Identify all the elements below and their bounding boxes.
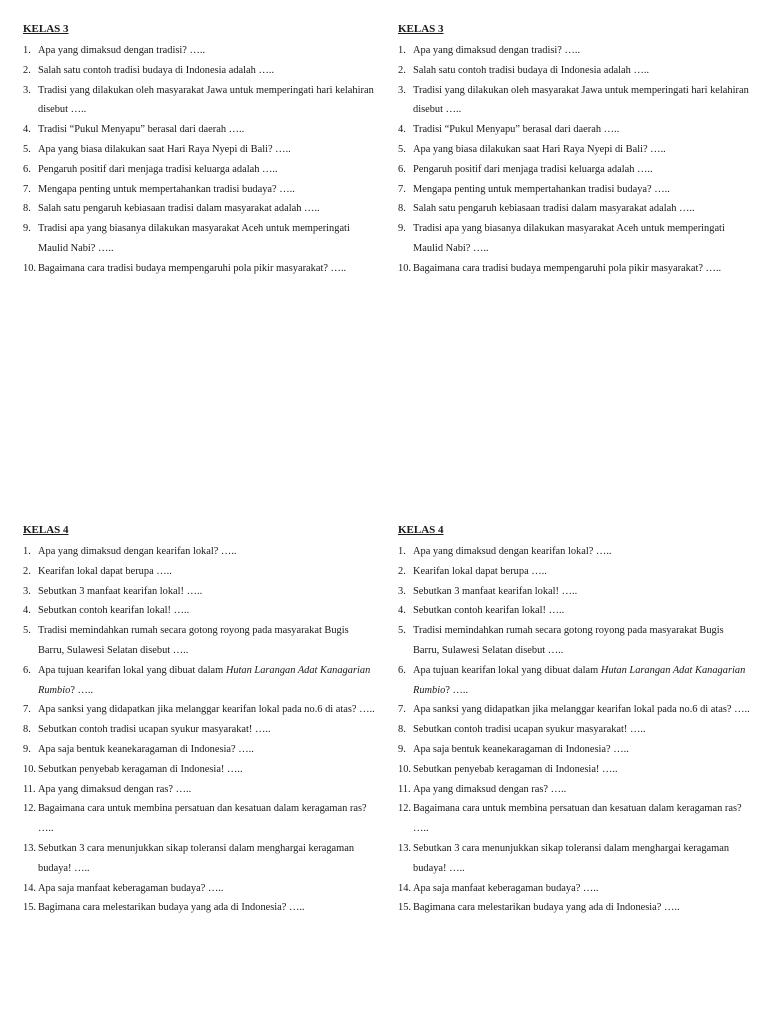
question-item: 9. Apa saja bentuk keanekaragaman di Indonesia? ….. (398, 743, 629, 755)
section-heading: KELAS 4 (398, 524, 444, 536)
question-item: 8. Salah satu pengaruh kebiasaan tradisi dalam masyarakat adalah ….. (398, 203, 695, 215)
question-item: 14. Apa saja manfaat keberagaman budaya? ….. (23, 882, 224, 894)
section-heading: KELAS 3 (398, 23, 444, 35)
question-item: 9. Apa saja bentuk keanekaragaman di Indonesia? ….. (23, 743, 254, 755)
kelas4-right (398, 523, 750, 918)
question-item: 1. Apa yang dimaksud dengan kearifan lokal? ….. (23, 546, 237, 557)
question-item: 4. Tradisi “Pukul Menyapu” berasal dari daerah ….. (398, 124, 620, 136)
question-item: 7. Mengapa penting untuk mempertahankan tradisi budaya? ….. (23, 183, 295, 195)
question-item: 6. Apa tujuan kearifan lokal yang dibuat dalam Hutan Larangan Adat Kanagarian Rumbio? ….. (398, 664, 746, 696)
question-item: 3. Tradisi yang dilakukan oleh masyarakat Jawa untuk memperingati hari kelahiran disebut ….. (23, 84, 374, 116)
question-item: 3. Tradisi yang dilakukan oleh masyarakat Jawa untuk memperingati hari kelahiran disebut ….. (398, 84, 749, 116)
question-item: 15. Bagimana cara melestarikan budaya yang ada di Indonesia? ….. (398, 902, 680, 914)
question-item: 11. Apa yang dimaksud dengan ras? ….. (23, 783, 192, 795)
section-heading: KELAS 3 (23, 23, 69, 35)
question-item: 3. Sebutkan 3 manfaat kearifan lokal! ….. (23, 585, 203, 597)
question-item: 12. Bagaimana cara untuk membina persatuan dan kesatuan dalam keragaman ras? ….. (23, 803, 367, 835)
question-item: 12. Bagaimana cara untuk membina persatuan dan kesatuan dalam keragaman ras? ….. (398, 803, 742, 835)
kelas3-left (23, 22, 375, 279)
question-item: 5. Tradisi memindahkan rumah secara gotong royong pada masyarakat Bugis Barru, Sulawesi Selatan disebut ….. (398, 625, 724, 656)
question-item: 5. Apa yang biasa dilakukan saat Hari Raya Nyepi di Bali? ….. (23, 143, 291, 155)
question-list (23, 41, 375, 279)
question-item: 7. Apa sanksi yang didapatkan jika melanggar kearifan lokal pada no.6 di atas? ….. (23, 704, 375, 716)
question-item: 10. Sebutkan penyebab keragaman di Indonesia! ….. (398, 763, 618, 775)
question-item: 5. Apa yang biasa dilakukan saat Hari Raya Nyepi di Bali? ….. (398, 143, 666, 155)
question-item: 8. Salah satu pengaruh kebiasaan tradisi dalam masyarakat adalah ….. (23, 203, 320, 215)
question-item: 4. Tradisi “Pukul Menyapu” berasal dari daerah ….. (23, 124, 245, 136)
question-item: 9. Tradisi apa yang biasanya dilakukan masyarakat Aceh untuk memperingati Maulid Nabi? ….. (398, 223, 725, 254)
question-item: 7. Mengapa penting untuk mempertahankan tradisi budaya? ….. (398, 183, 670, 195)
question-item: 6. Pengaruh positif dari menjaga tradisi keluarga adalah ….. (398, 163, 653, 175)
question-item: 8. Sebutkan contoh tradisi ucapan syukur masyarakat! ….. (23, 724, 271, 736)
question-list (398, 41, 750, 279)
question-item: 11. Apa yang dimaksud dengan ras? ….. (398, 783, 567, 795)
question-item: 2. Kearifan lokal dapat berupa ….. (23, 565, 172, 577)
question-item: 10. Bagaimana cara tradisi budaya mempengaruhi pola pikir masyarakat? ….. (23, 262, 347, 274)
kelas3-right (398, 22, 750, 279)
question-item: 6. Pengaruh positif dari menjaga tradisi keluarga adalah ….. (23, 163, 278, 175)
section-heading: KELAS 4 (23, 524, 69, 536)
question-item: 1. Apa yang dimaksud dengan kearifan lokal? ….. (398, 546, 612, 557)
question-item: 10. Bagaimana cara tradisi budaya mempengaruhi pola pikir masyarakat? ….. (398, 262, 722, 274)
question-item: 1. Apa yang dimaksud dengan tradisi? ….. (23, 45, 206, 56)
question-item: 5. Tradisi memindahkan rumah secara gotong royong pada masyarakat Bugis Barru, Sulawesi Selatan disebut ….. (23, 625, 349, 656)
question-item: 4. Sebutkan contoh kearifan lokal! ….. (23, 605, 190, 617)
question-item: 9. Tradisi apa yang biasanya dilakukan masyarakat Aceh untuk memperingati Maulid Nabi? ….. (23, 223, 350, 254)
question-item: 13. Sebutkan 3 cara menunjukkan sikap toleransi dalam menghargai keragaman budaya! ….. (23, 842, 355, 874)
question-item: 6. Apa tujuan kearifan lokal yang dibuat dalam Hutan Larangan Adat Kanagarian Rumbio? ….. (23, 664, 371, 696)
question-item: 8. Sebutkan contoh tradisi ucapan syukur masyarakat! ….. (398, 724, 646, 736)
question-item: 14. Apa saja manfaat keberagaman budaya? ….. (398, 882, 599, 894)
question-item: 10. Sebutkan penyebab keragaman di Indonesia! ….. (23, 763, 243, 775)
question-list (23, 542, 375, 918)
question-list (398, 542, 750, 918)
question-item: 4. Sebutkan contoh kearifan lokal! ….. (398, 605, 565, 617)
question-item: 1. Apa yang dimaksud dengan tradisi? ….. (398, 45, 581, 56)
question-item: 13. Sebutkan 3 cara menunjukkan sikap toleransi dalam menghargai keragaman budaya! ….. (398, 842, 730, 874)
question-item: 15. Bagimana cara melestarikan budaya yang ada di Indonesia? ….. (23, 902, 305, 914)
question-item: 2. Salah satu contoh tradisi budaya di Indonesia adalah ….. (23, 64, 275, 76)
question-item: 2. Salah satu contoh tradisi budaya di Indonesia adalah ….. (398, 64, 650, 76)
question-item: 3. Sebutkan 3 manfaat kearifan lokal! ….. (398, 585, 578, 597)
question-item: 7. Apa sanksi yang didapatkan jika melanggar kearifan lokal pada no.6 di atas? ….. (398, 704, 750, 716)
kelas4-left (23, 523, 375, 918)
question-item: 2. Kearifan lokal dapat berupa ….. (398, 565, 547, 577)
